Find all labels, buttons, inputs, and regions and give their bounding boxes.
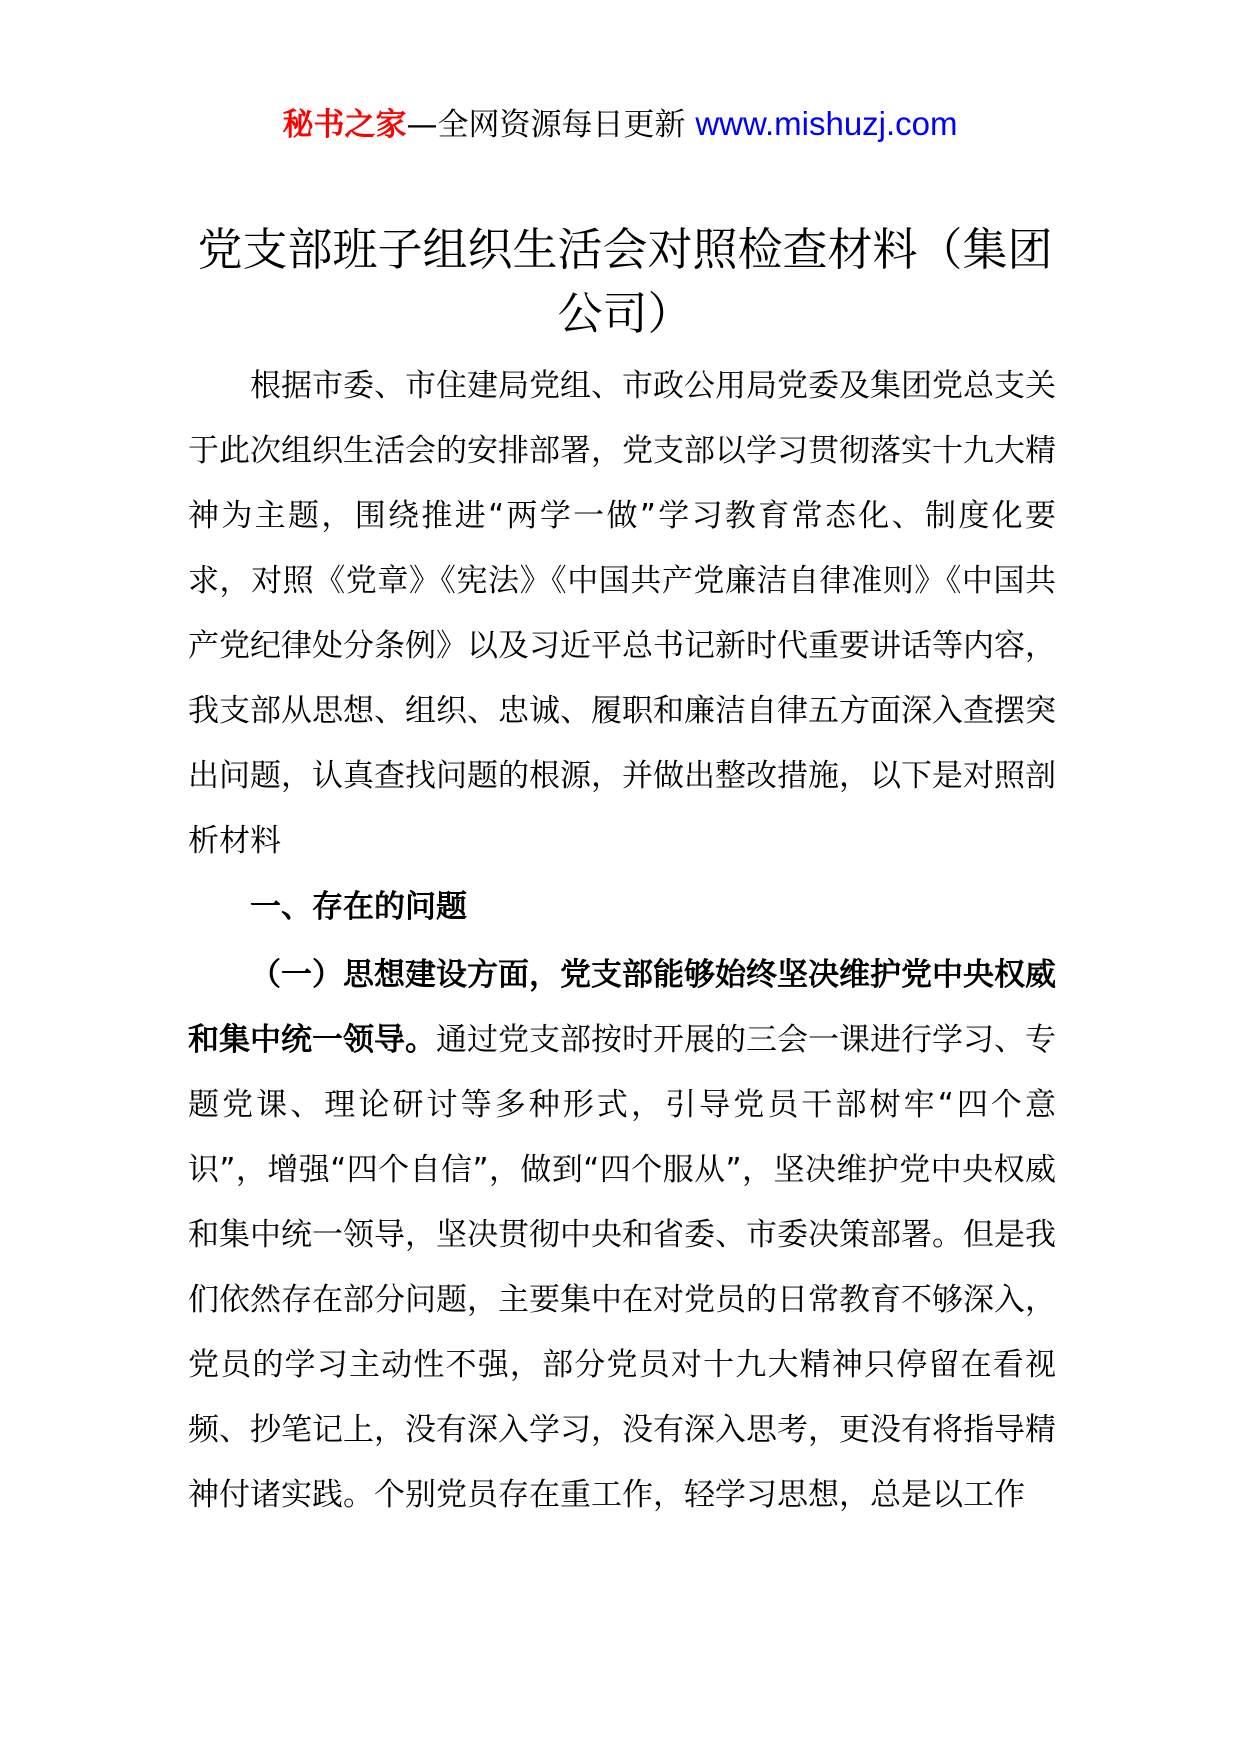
intro-paragraph: 根据市委、市住建局党组、市政公用局党委及集团党总支关于此次组织生活会的安排部署，党支部以学习贯彻落实十九大精神为主题，围绕推进“两学一做”学习教育常态化、制度化要求，对照《党章》《宪法》《中国共产党廉洁自律准则》《中国共产党纪律处分条例》以及习近平总书记新时代重要讲话等内容，我支部从思想、组织、忠诚、履职和廉洁自律五方面深入查摆突出问题，认真查找问题的根源，并做出整改措施，以下是对照剖析材料 (188, 368, 1056, 859)
document-title: 党支部班子组织生活会对照检查材料（集团公司） (197, 223, 1053, 340)
site-url-link[interactable]: www.mishuzj.com (695, 105, 958, 142)
paragraph-lead: （一）思想建设方面，党支部能够始终坚决维护党中央权威和集中统一领导。 (188, 957, 1056, 1058)
site-tagline: —全网资源每日更新 (406, 107, 696, 143)
problem-paragraph (188, 943, 1056, 1528)
section-heading: 一、存在的问题 (250, 889, 467, 925)
document-body (188, 354, 1056, 1528)
site-header (0, 100, 1240, 149)
site-brand: 秘书之家 (282, 107, 407, 143)
paragraph-text: 通过党支部按时开展的三会一课进行学习、专题党课、理论研讨等多种形式，引导党员干部树牢“四个意识”，增强“四个自信”，做到“四个服从”，坚决维护党中央权威和集中统一领导，坚决贯彻中央和省委、市委决策部署。但是我们依然存在部分问题，主要集中在对党员的日常教育不够深入，党员的学习主动性不强，部分党员对十九大精神只停留在看视频、抄笔记上，没有深入学习，没有深入思考，更没有将指导精神付诸实践。个别党员存在重工作，轻学习思想，总是以工作 (188, 1022, 1056, 1513)
